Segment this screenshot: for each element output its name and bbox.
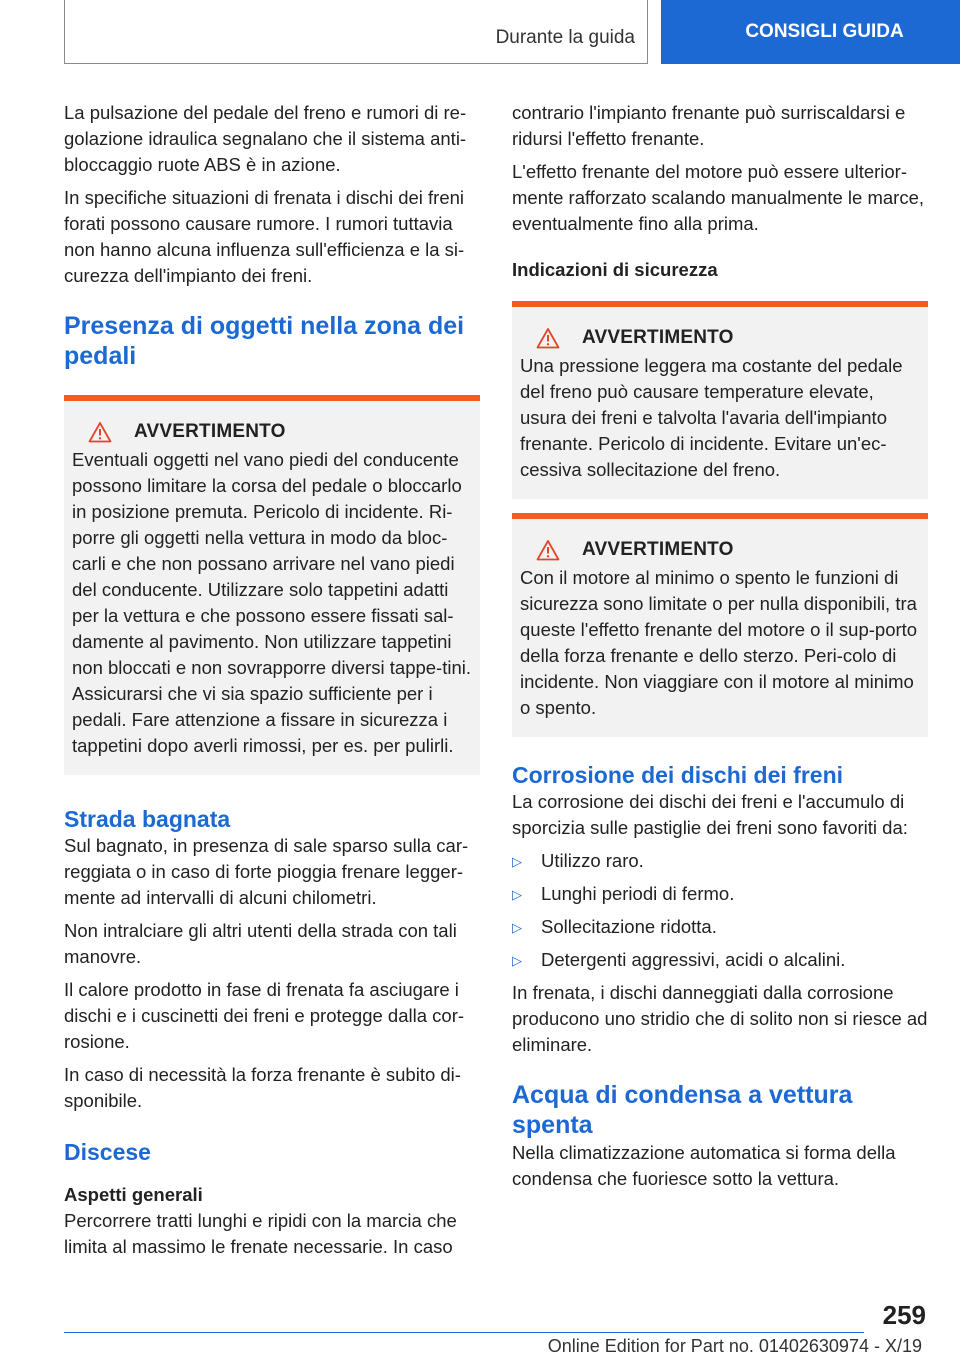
left-column: [64, 100, 480, 1267]
warning-box: [512, 513, 928, 737]
bullet-triangle-icon: ▷: [512, 854, 522, 869]
chapter-tab[interactable]: [661, 0, 960, 64]
paragraph: Il calore prodotto in fase di frenata fa asciugare i dischi e i cuscinetti dei freni e protegge dalla cor-rosione.: [64, 979, 465, 1052]
warning-title: AVVERTIMENTO: [582, 327, 734, 348]
paragraph: La pulsazione del pedale del freno e rumori di re-golazione idraulica segnalano che il sistema anti-bloccaggio ruote ABS è in azione.: [64, 102, 467, 175]
chapter-tab-label: CONSIGLI GUIDA: [745, 21, 904, 42]
paragraph: contrario l'impianto frenante può surriscaldarsi e ridursi l'effetto frenante.: [512, 102, 906, 149]
bullet-triangle-icon: ▷: [512, 953, 522, 968]
heading-corrosione: Corrosione dei dischi dei freni: [512, 762, 844, 788]
subheading-aspetti-generali: Aspetti generali: [64, 1184, 203, 1205]
paragraph: La corrosione dei dischi dei freni e l'accumulo di sporcizia sulle pastiglie dei freni sono favoriti da:: [512, 791, 908, 838]
heading-oggetti-pedali: Presenza di oggetti nella zona dei pedali: [64, 312, 465, 370]
warning-title: AVVERTIMENTO: [582, 539, 734, 560]
warning-title: AVVERTIMENTO: [134, 421, 286, 442]
paragraph: Sul bagnato, in presenza di sale sparso sulla car-reggiata o in caso di forte pioggia frenare legger-mente ad intervalli di alcuni chilometri.: [64, 835, 469, 908]
edition-footer: Online Edition for Part no. 01402630974 - X/19: [547, 1336, 922, 1356]
list-item: ▷ Sollecitazione ridotta.: [512, 914, 928, 941]
page-number: 259: [882, 1300, 926, 1330]
warning-triangle-icon: [536, 539, 560, 561]
footer-divider: [64, 1332, 864, 1333]
warning-header: [72, 421, 472, 443]
paragraph: In frenata, i dischi danneggiati dalla corrosione producono uno stridio che di solito non si riesce ad eliminare.: [512, 982, 928, 1055]
warning-text: Eventuali oggetti nel vano piedi del conducente possono limitare la corsa del pedale o bloccarlo in posizione premuta. Pericolo di incidente. Ri-porre gli oggetti nella vettura in modo da bloc-carli e che non possano arrivare nel vano piedi del conducente. Utilizzare solo tappetini adatti per la vettura e che possono essere fissati sal-damente al pavimento. Non utilizzare tappetini non bloccati e non sovrapporre diversi tappe-tini. Assicurarsi che vi sia spazio sufficiente per i pedali. Fare attenzione a fissare in sicurezza i tappetini dopo averli rimossi, per es. per pulirli.: [72, 449, 472, 756]
paragraph: Percorrere tratti lunghi e ripidi con la marcia che limita al massimo le frenate necessarie. In caso: [64, 1210, 457, 1257]
warning-header: [520, 327, 920, 349]
bullet-triangle-icon: ▷: [512, 887, 522, 902]
heading-strada-bagnata: Strada bagnata: [64, 806, 231, 832]
paragraph: In specifiche situazioni di frenata i dischi dei freni forati possono causare rumore. I rumori tuttavia non hanno alcuna influenza sull'efficienza e la si-curezza dell'impianto dei freni.: [64, 187, 465, 286]
warning-triangle-icon: [536, 327, 560, 349]
list-item: ▷ Utilizzo raro.: [512, 848, 928, 875]
heading-discese: Discese: [64, 1139, 151, 1165]
section-title: Durante la guida: [495, 27, 635, 48]
bullet-list: [512, 848, 928, 974]
bullet-triangle-icon: ▷: [512, 920, 522, 935]
list-item: ▷ Lunghi periodi di fermo.: [512, 881, 928, 908]
paragraph: Non intralciare gli altri utenti della strada con tali manovre.: [64, 920, 457, 967]
warning-triangle-icon: [88, 421, 112, 443]
warning-text: Con il motore al minimo o spento le funzioni di sicurezza sono limitate o per nulla disponibili, tra queste l'effetto frenante del motore o il sup-porto della forza frenante e dello sterzo. Peri-colo di incidente. Non viaggiare con il motore al minimo o spento.: [520, 567, 918, 718]
heading-acqua-condensa: Acqua di condensa a vettura spenta: [512, 1081, 853, 1139]
list-item: ▷ Detergenti aggressivi, acidi o alcalini.: [512, 947, 928, 974]
paragraph: In caso di necessità la forza frenante è subito di-sponibile.: [64, 1064, 461, 1111]
heading-indicazioni-sicurezza: Indicazioni di sicurezza: [512, 259, 718, 280]
warning-header: [520, 539, 920, 561]
right-column: [512, 100, 928, 1199]
warning-box: [512, 301, 928, 499]
warning-box: [64, 395, 480, 775]
paragraph: L'effetto frenante del motore può essere ulterior-mente rafforzato scalando manualmente le marce, eventualmente fino alla prima.: [512, 161, 925, 234]
header-frame: [64, 0, 648, 64]
paragraph: Nella climatizzazione automatica si forma della condensa che fuoriesce sotto la vettura.: [512, 1142, 896, 1189]
warning-text: Una pressione leggera ma costante del pedale del freno può causare temperature elevate, usura dei freni e talvolta l'avaria dell'impianto frenante. Pericolo di incidente. Evitare un'ec-cessiva sollecitazione del freno.: [520, 355, 903, 480]
